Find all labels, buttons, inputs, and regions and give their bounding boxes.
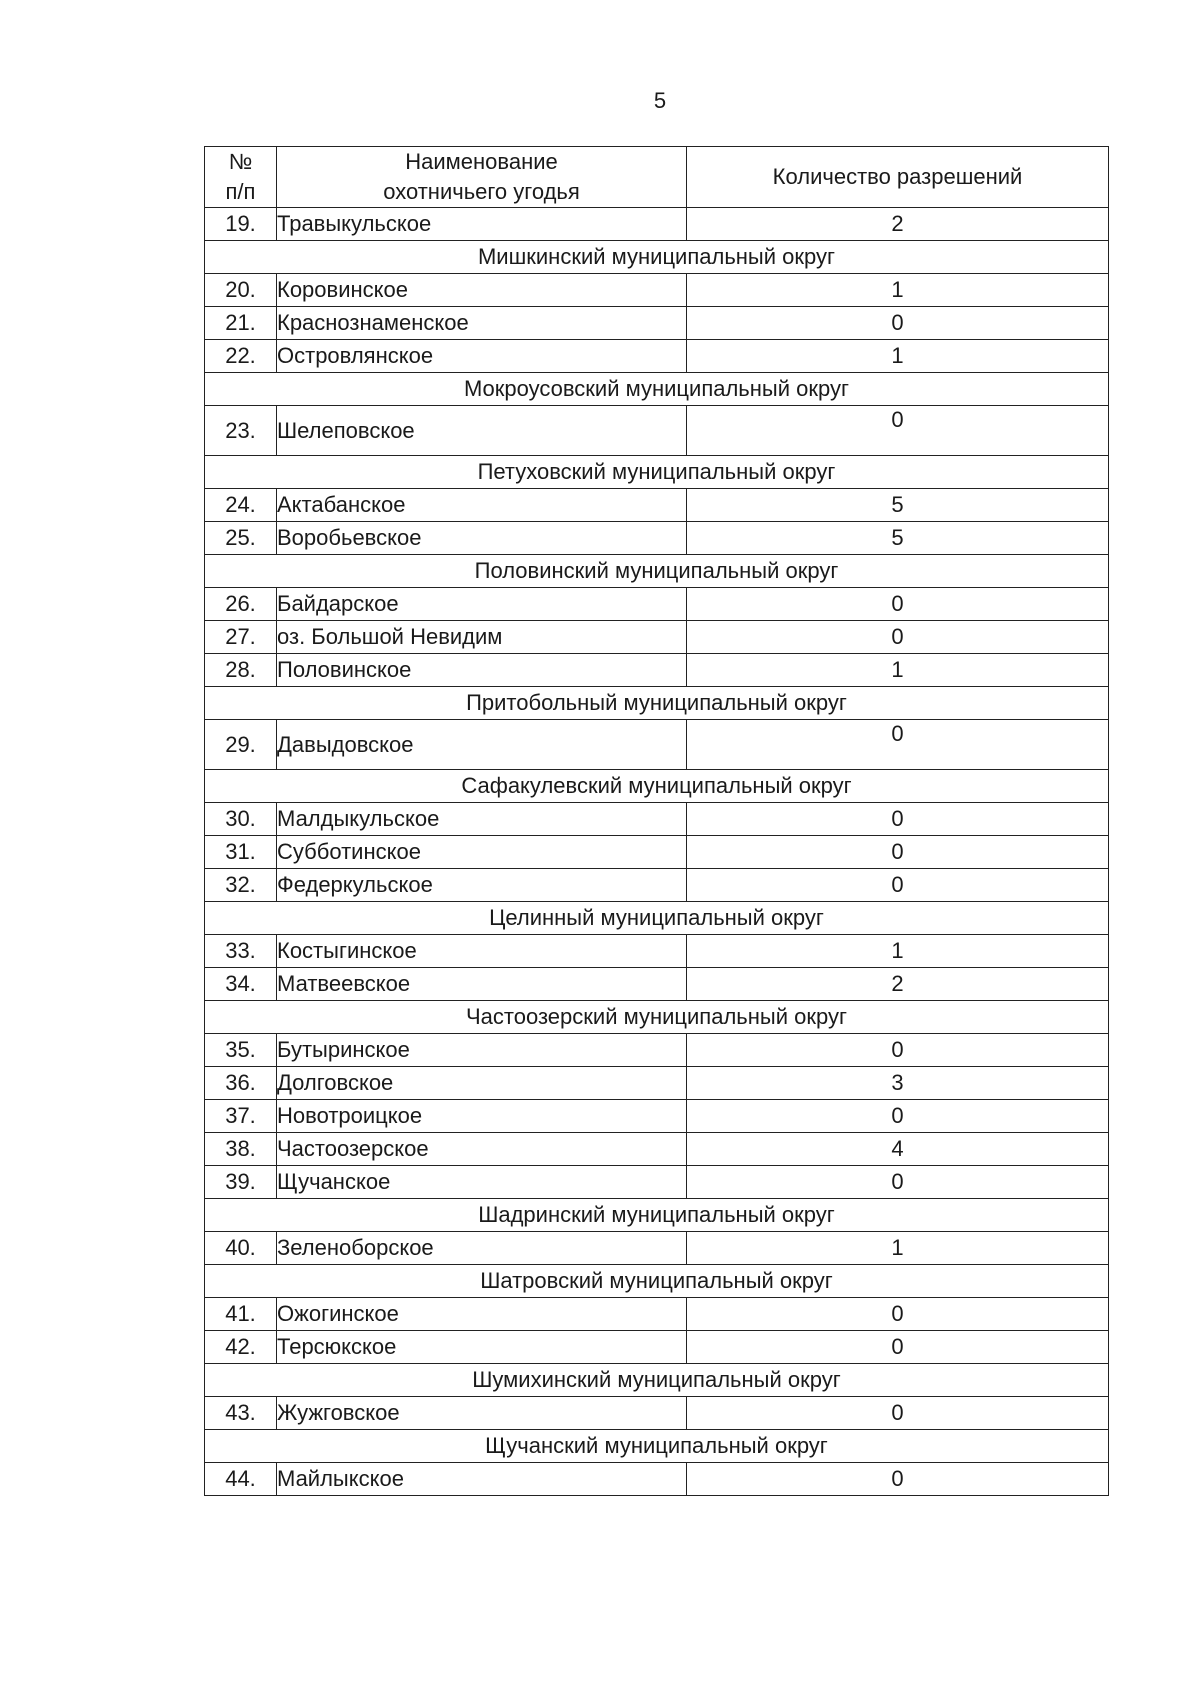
- district-row: [205, 555, 1109, 588]
- row-number: 29.: [205, 720, 277, 770]
- district-label: Шумихинский муниципальный округ: [205, 1364, 1109, 1397]
- header-number: [205, 147, 277, 208]
- permit-count: 1: [687, 654, 1109, 687]
- hunting-ground-name: Островлянское: [277, 340, 687, 373]
- table-row: [205, 406, 1109, 456]
- district-row: [205, 373, 1109, 406]
- table-row: [205, 1298, 1109, 1331]
- permit-count: 3: [687, 1067, 1109, 1100]
- permit-count: 0: [687, 1397, 1109, 1430]
- row-number: 27.: [205, 621, 277, 654]
- permit-count: 0: [687, 406, 1109, 456]
- permit-count: 1: [687, 1232, 1109, 1265]
- hunting-ground-name: Матвеевское: [277, 968, 687, 1001]
- table-row: [205, 720, 1109, 770]
- permit-count: 0: [687, 836, 1109, 869]
- table-row: [205, 489, 1109, 522]
- header-count: Количество разрешений: [687, 147, 1109, 208]
- row-number: 37.: [205, 1100, 277, 1133]
- permit-count: 1: [687, 935, 1109, 968]
- table-body: [205, 208, 1109, 1496]
- row-number: 19.: [205, 208, 277, 241]
- table-row: [205, 1034, 1109, 1067]
- table-row: [205, 208, 1109, 241]
- row-number: 30.: [205, 803, 277, 836]
- district-row: [205, 902, 1109, 935]
- district-label: Петуховский муниципальный округ: [205, 456, 1109, 489]
- table-row: [205, 522, 1109, 555]
- permit-count: 0: [687, 803, 1109, 836]
- row-number: 32.: [205, 869, 277, 902]
- district-label: Притобольный муниципальный округ: [205, 687, 1109, 720]
- district-row: [205, 1199, 1109, 1232]
- table-header-row: [205, 147, 1109, 208]
- permit-count: 0: [687, 720, 1109, 770]
- hunting-ground-name: Малдыкульское: [277, 803, 687, 836]
- header-name: [277, 147, 687, 208]
- header-number-line1: №: [228, 149, 253, 174]
- hunting-ground-name: Шелеповское: [277, 406, 687, 456]
- row-number: 41.: [205, 1298, 277, 1331]
- table-row: [205, 588, 1109, 621]
- hunting-ground-name: Долговское: [277, 1067, 687, 1100]
- hunting-ground-name: Терсюкское: [277, 1331, 687, 1364]
- row-number: 35.: [205, 1034, 277, 1067]
- row-number: 26.: [205, 588, 277, 621]
- table-row: [205, 1232, 1109, 1265]
- row-number: 25.: [205, 522, 277, 555]
- permit-count: 0: [687, 1034, 1109, 1067]
- hunting-ground-name: Щучанское: [277, 1166, 687, 1199]
- district-label: Шатровский муниципальный округ: [205, 1265, 1109, 1298]
- permit-count: 0: [687, 1331, 1109, 1364]
- table-row: [205, 654, 1109, 687]
- hunting-ground-name: Частоозерское: [277, 1133, 687, 1166]
- permit-count: 2: [687, 968, 1109, 1001]
- hunting-ground-name: Бутыринское: [277, 1034, 687, 1067]
- district-label: Мокроусовский муниципальный округ: [205, 373, 1109, 406]
- hunting-ground-name: оз. Большой Невидим: [277, 621, 687, 654]
- hunting-ground-name: Актабанское: [277, 489, 687, 522]
- table-row: [205, 869, 1109, 902]
- row-number: 42.: [205, 1331, 277, 1364]
- row-number: 44.: [205, 1463, 277, 1496]
- table-row: [205, 307, 1109, 340]
- row-number: 20.: [205, 274, 277, 307]
- hunting-ground-name: Краснознаменское: [277, 307, 687, 340]
- district-row: [205, 770, 1109, 803]
- row-number: 21.: [205, 307, 277, 340]
- permit-count: 0: [687, 307, 1109, 340]
- district-row: [205, 1430, 1109, 1463]
- hunting-ground-name: Половинское: [277, 654, 687, 687]
- header-number-line2: п/п: [225, 179, 256, 204]
- table-row: [205, 621, 1109, 654]
- permit-count: 0: [687, 869, 1109, 902]
- row-number: 40.: [205, 1232, 277, 1265]
- row-number: 39.: [205, 1166, 277, 1199]
- permit-count: 5: [687, 522, 1109, 555]
- table-row: [205, 1166, 1109, 1199]
- hunting-ground-name: Жужговское: [277, 1397, 687, 1430]
- header-name-line1: Наименование: [405, 149, 558, 174]
- row-number: 36.: [205, 1067, 277, 1100]
- row-number: 38.: [205, 1133, 277, 1166]
- table-row: [205, 1463, 1109, 1496]
- permit-count: 5: [687, 489, 1109, 522]
- table-row: [205, 968, 1109, 1001]
- district-label: Частоозерский муниципальный округ: [205, 1001, 1109, 1034]
- hunting-ground-name: Воробьевское: [277, 522, 687, 555]
- permit-count: 1: [687, 340, 1109, 373]
- district-label: Щучанский муниципальный округ: [205, 1430, 1109, 1463]
- permit-count: 1: [687, 274, 1109, 307]
- table-row: [205, 1133, 1109, 1166]
- hunting-ground-name: Давыдовское: [277, 720, 687, 770]
- table-row: [205, 340, 1109, 373]
- hunting-ground-name: Майлыкское: [277, 1463, 687, 1496]
- row-number: 23.: [205, 406, 277, 456]
- district-row: [205, 241, 1109, 274]
- row-number: 34.: [205, 968, 277, 1001]
- hunting-ground-name: Байдарское: [277, 588, 687, 621]
- permit-count: 0: [687, 1100, 1109, 1133]
- row-number: 43.: [205, 1397, 277, 1430]
- hunting-ground-name: Федеркульское: [277, 869, 687, 902]
- district-label: Сафакулевский муниципальный округ: [205, 770, 1109, 803]
- table-row: [205, 836, 1109, 869]
- row-number: 31.: [205, 836, 277, 869]
- table-row: [205, 1100, 1109, 1133]
- district-label: Шадринский муниципальный округ: [205, 1199, 1109, 1232]
- hunting-ground-name: Коровинское: [277, 274, 687, 307]
- row-number: 28.: [205, 654, 277, 687]
- district-label: Целинный муниципальный округ: [205, 902, 1109, 935]
- permit-count: 0: [687, 1463, 1109, 1496]
- permit-count: 4: [687, 1133, 1109, 1166]
- hunting-ground-name: Костыгинское: [277, 935, 687, 968]
- row-number: 33.: [205, 935, 277, 968]
- row-number: 22.: [205, 340, 277, 373]
- district-label: Половинский муниципальный округ: [205, 555, 1109, 588]
- header-name-line2: охотничьего угодья: [383, 179, 580, 204]
- table-row: [205, 274, 1109, 307]
- hunting-ground-name: Травыкульское: [277, 208, 687, 241]
- table-row: [205, 1067, 1109, 1100]
- permits-table: [204, 146, 1109, 1496]
- district-label: Мишкинский муниципальный округ: [205, 241, 1109, 274]
- district-row: [205, 687, 1109, 720]
- district-row: [205, 1001, 1109, 1034]
- district-row: [205, 1364, 1109, 1397]
- hunting-ground-name: Ожогинское: [277, 1298, 687, 1331]
- permit-count: 0: [687, 588, 1109, 621]
- permit-count: 0: [687, 1166, 1109, 1199]
- table-row: [205, 935, 1109, 968]
- hunting-ground-name: Зеленоборское: [277, 1232, 687, 1265]
- table-row: [205, 1397, 1109, 1430]
- hunting-ground-name: Новотроицкое: [277, 1100, 687, 1133]
- district-row: [205, 456, 1109, 489]
- district-row: [205, 1265, 1109, 1298]
- table-row: [205, 803, 1109, 836]
- permit-count: 2: [687, 208, 1109, 241]
- table-row: [205, 1331, 1109, 1364]
- page-number: 5: [653, 88, 667, 113]
- row-number: 24.: [205, 489, 277, 522]
- hunting-ground-name: Субботинское: [277, 836, 687, 869]
- permit-count: 0: [687, 621, 1109, 654]
- permit-count: 0: [687, 1298, 1109, 1331]
